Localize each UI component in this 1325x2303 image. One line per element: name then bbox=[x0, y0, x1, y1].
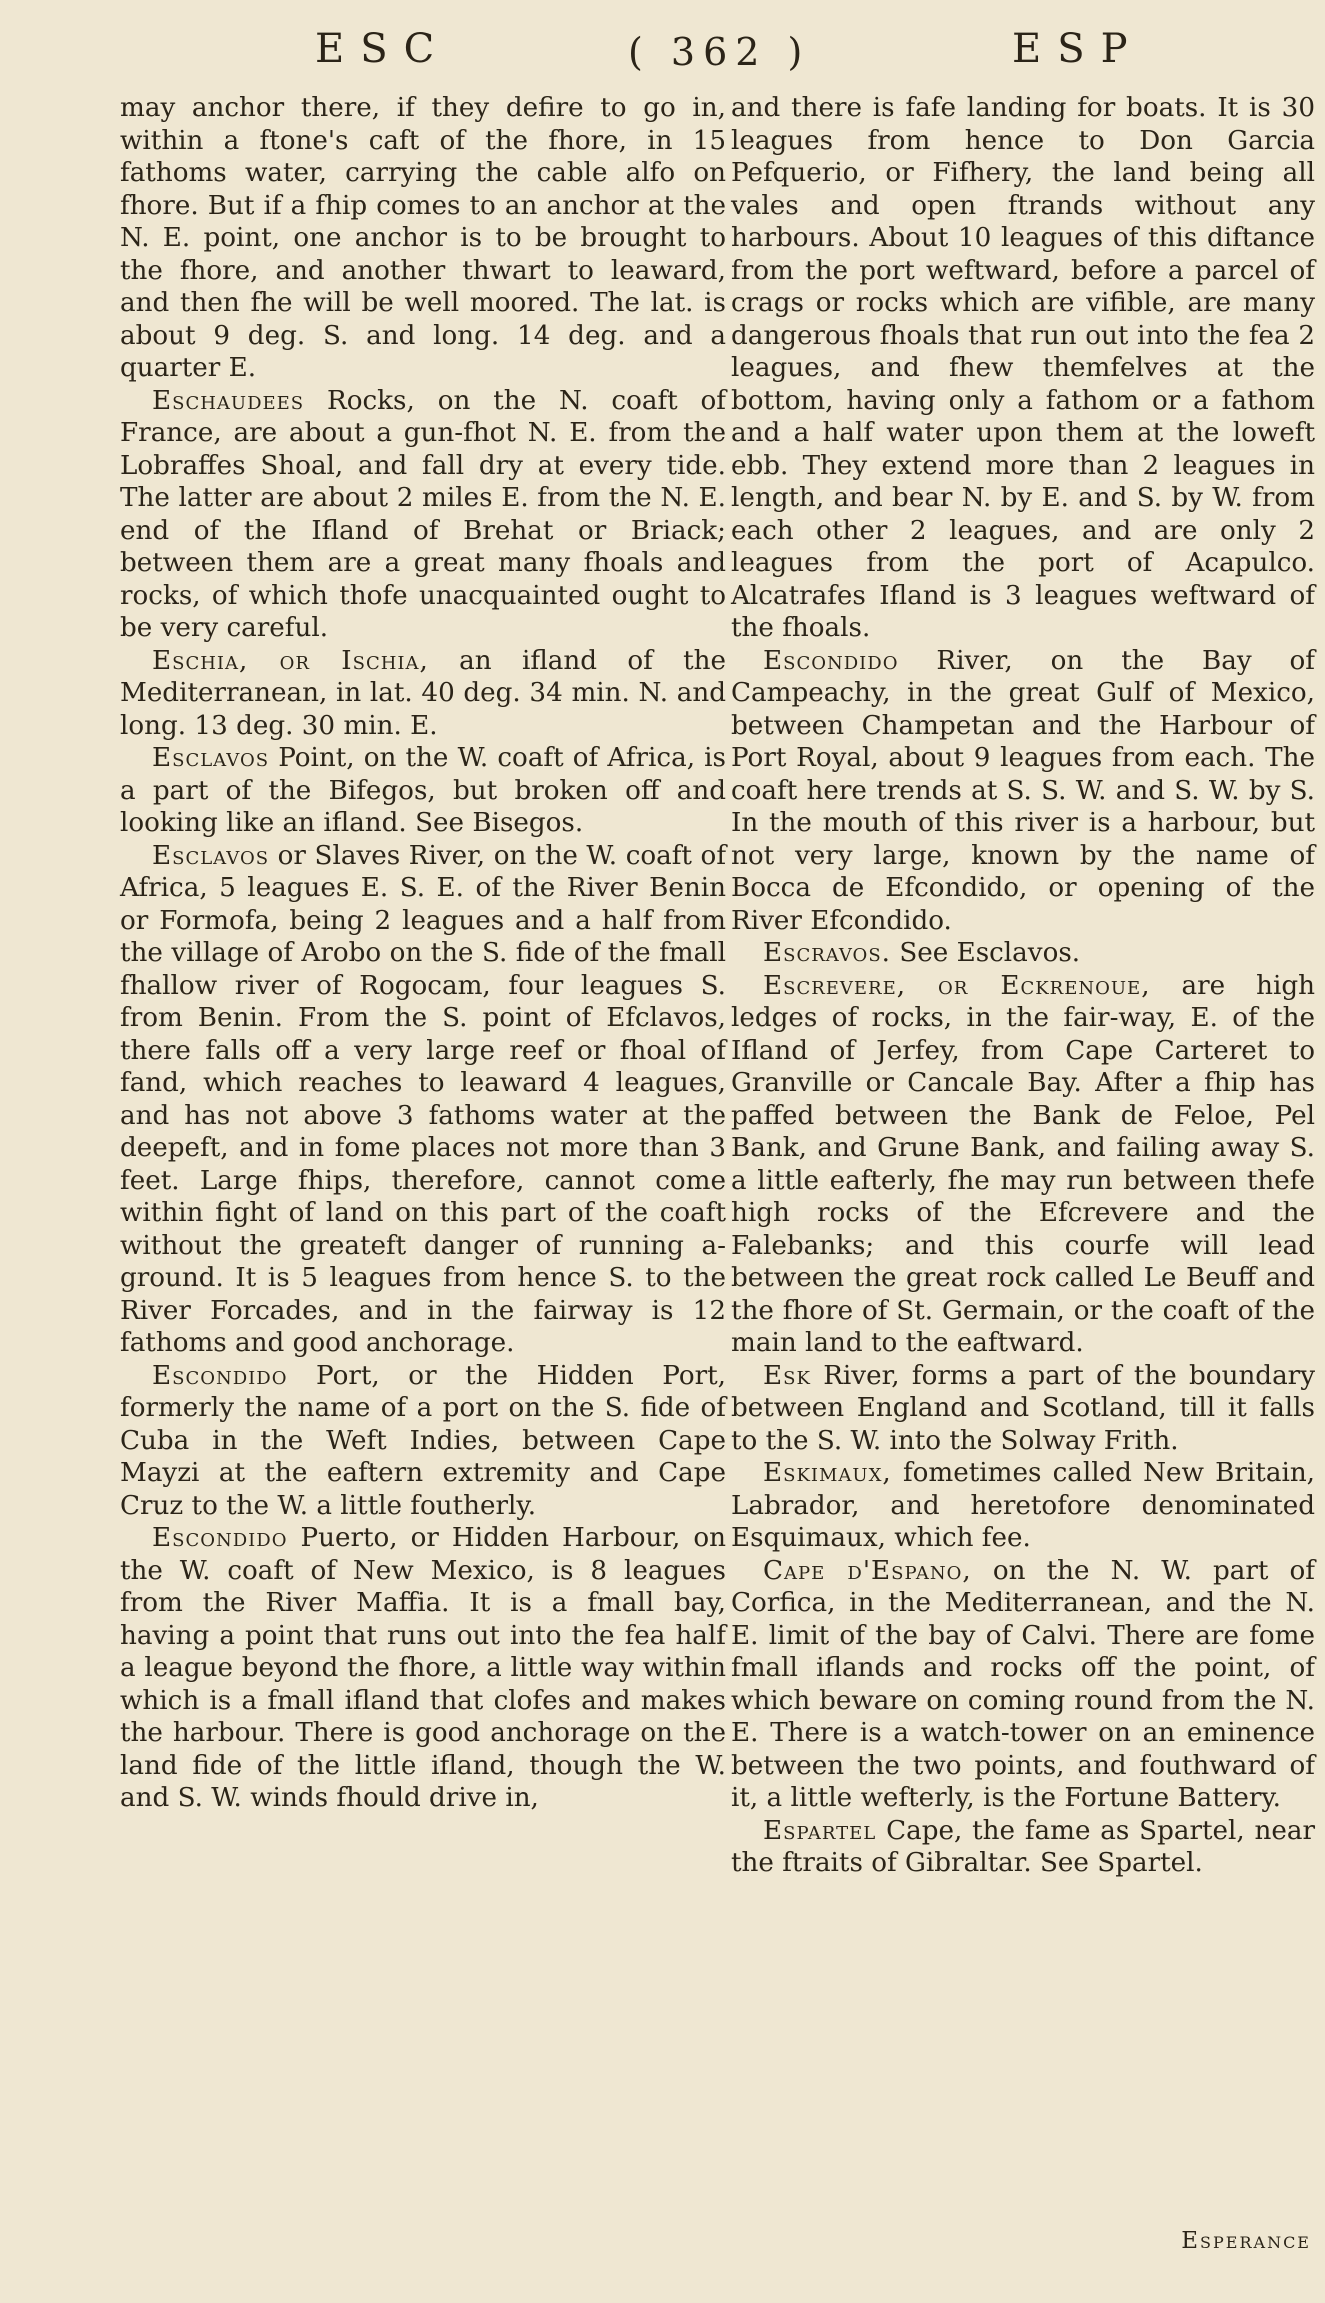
page-number: ( 362 ) bbox=[628, 30, 811, 74]
entry-text: or Slaves River, on the W. coaft of Africa, 5 leagues E. S. E. of the River Benin or Formofa, being 2 leagues and a half from the village of Arobo on the S. fide of the fmall fhallow river of Rogocam, four leagues S. from Benin. From the S. point of Efclavos, there falls off a very large reef or fhoal of fand, which reaches to leaward 4 leagues, and has not above 3 fathoms water at the deepeft, and in fome places not more than 3 feet. Large fhips, therefore, cannot come within fight of land on this part of the coaft without the greateft danger of running a-ground. It is 5 leagues from hence S. to the River Forcades, and in the fairway is 12 fathoms and good anchorage. bbox=[120, 840, 727, 1358]
entry-term: Espartel bbox=[763, 1815, 877, 1846]
entry-term: Esk bbox=[763, 1360, 811, 1391]
entry-escrevere bbox=[731, 970, 1315, 1360]
right-column bbox=[731, 92, 1315, 1880]
entry-term: Escrevere, or Eckrenoue, bbox=[763, 970, 1151, 1001]
entry-eschia bbox=[120, 645, 726, 743]
entry-text: See Esclavos. bbox=[899, 938, 1081, 968]
entry-term: Escondido bbox=[763, 645, 899, 676]
entry-text: Cape, the fame as Spartel, near the ftraits of Gibraltar. See Spartel. bbox=[731, 1815, 1316, 1878]
left-column bbox=[120, 92, 726, 1815]
entry-term: Escondido bbox=[152, 1523, 288, 1553]
entry-escondido-river bbox=[731, 645, 1315, 938]
entry-esk-river bbox=[731, 1360, 1315, 1458]
entry-term: Escondido bbox=[152, 1360, 288, 1391]
entry-term: Eskimaux, bbox=[763, 1458, 892, 1488]
entry-eschaudees bbox=[120, 385, 726, 645]
entry-text: River, on the Bay of Campeachy, in the great Gulf of Mexico, between Champetan and the Harbour of Port Royal, about 9 leagues from each. The coaft here trends at S. S. W. and S. W. by S. In the mouth of this river is a harbour, but not very large, known by the name of Bocca de Efcondido, or opening of the River Efcondido. bbox=[731, 645, 1316, 936]
entry-esclavos-point bbox=[120, 742, 726, 840]
entry-text: fometimes called New Britain, Labrador, and heretofore denominated Esquimaux, which fee. bbox=[731, 1458, 1316, 1553]
entry-text: may anchor there, if they defire to go in, within a ftone's caft of the fhore, in 15 fathoms water, carrying the cable alfo on fhore. But if a fhip comes to an anchor at the N. E. point, one anchor is to be brought to the fhore, and another thwart to leaward, and then fhe will be well moored. The lat. is about 9 deg. S. and long. 14 deg. and a quarter E. bbox=[120, 93, 726, 383]
entry-text: River, forms a part of the boundary between England and Scotland, till it falls to the S. W. into the Solway Frith. bbox=[731, 1360, 1315, 1456]
entry-text: on the N. W. part of Corfica, in the Mediterranean, and the N. E. limit of the bay of Calvi. There are fome fmall iflands and rocks off the point, of which beware on coming round from the N. E. There is a watch-tower on an eminence between the two points, and fouthward of it, a little wefterly, is the Fortune Battery. bbox=[731, 1555, 1315, 1813]
entry-text: Port, or the Hidden Port, formerly the name of a port on the S. fide of Cuba in the Weft Indies, between Cape Mayzi at the eaftern extremity and Cape Cruz to the W. a little foutherly. bbox=[120, 1360, 726, 1521]
entry-escondido-puerto bbox=[120, 1522, 726, 1815]
running-header bbox=[0, 26, 1325, 86]
header-right-abbrev: ESP bbox=[1012, 26, 1144, 72]
entry-term: Eschaudees bbox=[152, 385, 305, 416]
entry-term: Esclavos bbox=[152, 743, 270, 773]
entry-esclavos-river bbox=[120, 840, 726, 1360]
entry-text: are high ledges of rocks, in the fair-way, E. of the Ifland of Jerfey, from Cape Carteret to Granville or Cancale Bay. After a fhip has paffed between the Bank de Feloe, Pel Bank, and Grune Bank, and failing away S. a little eafterly, fhe may run between thefe high rocks of the Efcrevere and the Falebanks; and this courfe will lead between the great rock called Le Beuff and the fhore of St. Germain, or the coaft of the main land to the eaftward. bbox=[731, 970, 1315, 1358]
entry-escravos bbox=[731, 937, 1315, 970]
entry-espartel bbox=[731, 1815, 1315, 1880]
entry-continuation bbox=[120, 92, 726, 385]
entry-term: Escravos. bbox=[763, 938, 891, 968]
entry-text: an ifland of the Mediterranean, in lat. 40 deg. 34 min. N. and long. 13 deg. 30 min. E. bbox=[120, 645, 726, 741]
entry-text: Point, on the W. coaft of Africa, is a part of the Bifegos, but broken off and looking like an ifland. See Bisegos. bbox=[120, 743, 726, 838]
entry-term: Esclavos bbox=[152, 840, 270, 871]
entry-term: Eschia, or Ischia, bbox=[152, 645, 429, 676]
entry-text: Rocks, on the N. coaft of France, are about a gun-fhot N. E. from the Lobraffes Shoal, and fall dry at every tide. The latter are about 2 miles E. from the N. E. end of the Ifland of Brehat or Briack; between them are a great many fhoals and rocks, of which thofe unacquainted ought to be very careful. bbox=[120, 385, 726, 643]
header-left-abbrev: ESC bbox=[315, 26, 451, 72]
entry-eskimaux bbox=[731, 1457, 1315, 1555]
entry-text: and there is fafe landing for boats. It is 30 leagues from hence to Don Garcia Pefquerio, or Fifhery, the land being all vales and open ftrands without any harbours. About 10 leagues of this diftance from the port weftward, before a parcel of crags or rocks which are vifible, are many dangerous fhoals that run out into the fea 2 leagues, and fhew themfelves at the bottom, having only a fathom or a fathom and a half water upon them at the loweft ebb. They extend more than 2 leagues in length, and bear N. by E. and S. by W. from each other 2 leagues, and are only 2 leagues from the port of Acapulco. Alcatrafes Ifland is 3 leagues weftward of the fhoals. bbox=[731, 93, 1315, 643]
entry-term: Cape d'Espano, bbox=[763, 1555, 972, 1586]
entry-escondido-port bbox=[120, 1360, 726, 1523]
entry-continuation bbox=[731, 92, 1315, 645]
entry-cape-espano bbox=[731, 1555, 1315, 1815]
catchword: Esperance bbox=[1181, 2228, 1311, 2254]
entry-text: Puerto, or Hidden Harbour, on the W. coaft of New Mexico, is 8 leagues from the River Maffia. It is a fmall bay, having a point that runs out into the fea half a league beyond the fhore, a little way within which is a fmall ifland that clofes and makes the harbour. There is good anchorage on the land fide of the little ifland, though the W. and S. W. winds fhould drive in, bbox=[120, 1523, 726, 1813]
